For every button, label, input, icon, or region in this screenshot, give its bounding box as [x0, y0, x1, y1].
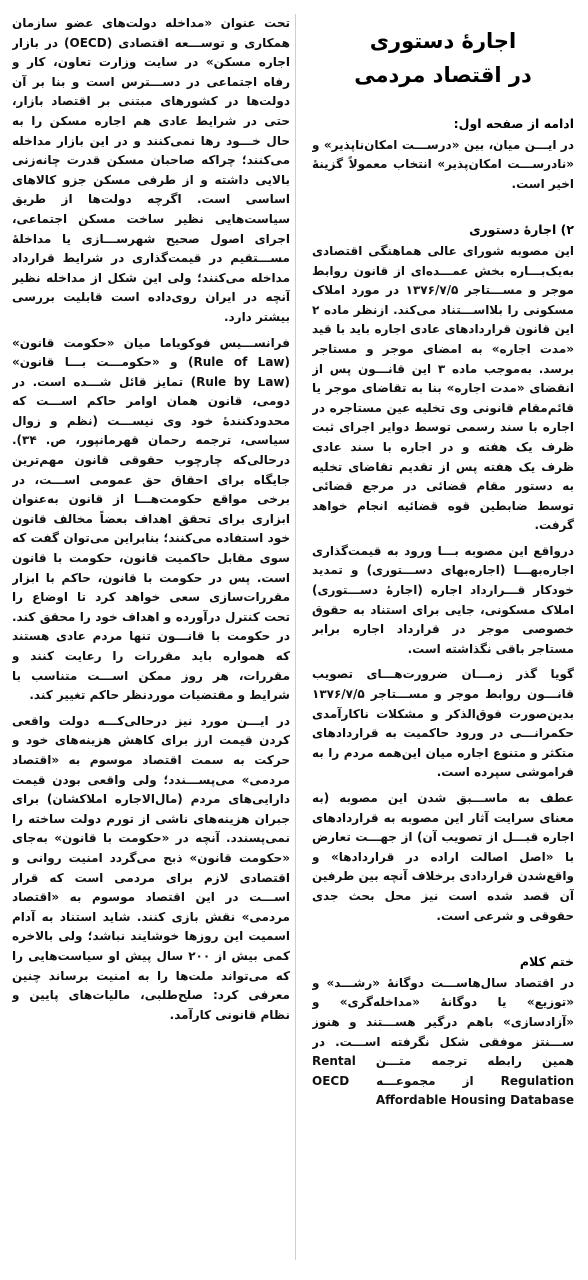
spacer — [312, 932, 574, 946]
continued-paragraph: در ایـــن میان، بین «درســـت امکان‌ناپذیر» و «نادرســـت امکان‌پذیر» انتخاب معمولاً گزینهٔ اخیر است. — [312, 137, 574, 191]
section2-heading: ۲) اجارهٔ دستوری — [469, 222, 574, 238]
section2-paragraph-2: درواقع این مصوبه بـــا ورود به قیمت‌گذاری اجاره‌بهـــا (اجاره‌بهای دســـتوری) و تمدید خودکار قـــرارداد اجاره (اجارهٔ دســـتوری) املاک مسکونی، جایی برای استناد به حقوق خصوصی موجر در قرارداد اجاره برابر مستاجر باقی نگذاشته است. — [312, 543, 574, 656]
section2-paragraph-4: عطف به ماســـبق شدن این مصوبه (به معنای سرایت آثار این مصوبه به قراردادهای اجاره قبـــل از تصویب آن) از جهـــت تعارض با «اصل اصالت اراده در قراردادها» و واقع‌شدن قراردادی برخلاف آنچه بین طرفین آن قصد شده است نیز محل بحث جدی حقوقی و شرعی است. — [312, 791, 574, 923]
section2-paragraph-3: گویا گذر زمـــان ضرورت‌هـــای تصویب قانـــون روابط موجر و مســـتاجر ۱۳۷۶/۷/۵ بدین‌صورت فوق‌الذکر و مشکلات ناکارآمدی حکمرانـــی در ورود حاکمیت به قراردادهای متکثر و متنوع اجاره میان این‌همه مردم را به فراموشی سپرده است. — [312, 667, 574, 780]
left-paragraph-3: در ایـــن مورد نیز درحالی‌کـــه دولت واقعی کردن قیمت ارز برای کاهش هزینه‌های خود و حرکت به سمت اقتصاد موسوم به «اقتصاد مردمی» می‌پســـندد؛ ولی واقعی بودن قیمت دارایی‌های مردم (مال‌الاجاره املاکشان) برای جبران هزینه‌های ناشی از تورم دولت ساخته را نمی‌پسندد. آنچه در «حکومت با قانون» به‌جای «حکومت قانون» ذبح می‌گردد امنیت روانی و اقتصادی لازم برای مردمی است که قرار اســـت در این اقتصاد موسوم به «اقتصاد مردمی» نقش بازی کنند. شاید استناد به آدام اسمیت این روزها خوشایند نباشد؛ ولی بالاخره کمی بیش از ۲۰۰ سال پیش او سیاست‌هایی را که می‌تواند ملت‌ها را به امنیت برساند چنین معرفی کرد: صلح‌طلبی، مالیات‌های پایین و نظام قانونی کارآمد. — [12, 713, 290, 1022]
title-line-1: اجارهٔ دستوری — [369, 29, 517, 53]
conclusion-heading: ختم کلام — [519, 954, 574, 970]
column-divider — [295, 14, 296, 1260]
left-paragraph-2: فرانســـیس فوکویاما میان «حکومت قانون» (Rule of Law) و «حکومـــت بـــا قانون» (Rule by Law) تمایز قائل شـــده است. در دومی، قانون همان اوامر حاکم اســـت که محدودکنندهٔ خود وی نیســـت (نظم و زوال سیاسی، ترجمه رحمان قهرمانپور، ص. ۳۴). درحالی‌که چارچوب حقوقی قانون مهم‌ترین جایگاه برای احقاق حق عمومی اســـت، در برخی مواقع حکومت‌هـــا از قانون به‌عنوان ابزاری برای تحقق اهداف بعضاً مخالف قانون خود استفاده می‌کنند؛ بنابراین می‌توان گفت که سوی مقابل حاکمیت قانون، حکومت با قانون است. پس در حکومت با قانون، حاکم با ابزار مقررات‌سازی سعی خواهد کرد تا اوضاع را تحت کنترل درآورده و اهداف خود را محقق کند. در حکومت با قانـــون تنها مردم عادی هستند که همواره باید مقررات را رعایت کنند و مقررات، هر روز ممکن اســـت متناسب با شرایط و مقتضیات موردنظر حاکم تغییر کند. — [12, 335, 290, 703]
right-column — [312, 14, 574, 1260]
continued-label: ادامه از صفحه اول: — [453, 116, 574, 131]
section2-paragraph-1: این مصوبه شورای عالی هماهنگی اقتصادی به‌یک‌بـــاره بخش عمـــده‌ای از قانون روابط موجر و مســـتاجر ۱۳۷۶/۷/۵ در مورد املاک مسکونی را بلااســـتناد می‌کند. ازنظر ماده ۲ این قانون قراردادهای عادی اجاره باید با قید «مدت اجاره» به امضای موجر و مستاجر برسد. به‌موجب ماده ۳ این قانـــون پس از انقضای «مدت اجاره» بنا به تقاضای موجر یا قائم‌مقام قانونی وی تخلیه عین مستاجره در اجاره با سند رسمی توسط دوایر اجرای ثبت ظرف یک هفته و در اجاره با سند عادی ظرف یک هفته پس از تقدیم تقاضای تخلیه به دستور مقام قضائی در مرجع قضائی توسط ضابطین قوه قضائیه انجام خواهد گرفت. — [312, 243, 574, 533]
conclusion-paragraph: در اقتصاد سال‌هاســـت دوگانهٔ «رشـــد» و «توزیع» یا دوگانهٔ «مداخله‌گری» و «آزادسازی» باهم درگیر هســـتند و هنوز ســـنتز موفقی شکل نگرفته اســـت. در همین رابطه ترجمه متـــن Rental Regulation از مجموعـــه OECD Affordable Housing Database — [312, 975, 574, 1108]
left-column — [12, 14, 290, 1260]
title-line-2: در اقتصاد مردمی — [354, 63, 532, 87]
left-paragraph-1: تحت عنوان «مداخله دولت‌های عضو سازمان همکاری و توســـعه اقتصادی (OECD) در بازار اجاره مسکن» در سایت وزارت تعاون، کار و رفاه اجتماعی در دســـترس است و بنا بر آن دولت‌ها در کشورهای مبتنی بر اقتصاد بازار، حتی در شرایط عادی هم اجاره مسکن را به حال خـــود رها نمی‌کنند و در این بازار مداخله می‌کنند؛ چراکه صاحبان مسکن قدرت چانه‌زنی بالایی داشته و از طرفی مسکن جزو کالاهای اساسی است. اگرچه دولت‌ها از طریق سیاست‌هایی نظیر ساخت مسکن اجتماعی، اجرای اصول صحیح شهرســـازی یا مداخلهٔ مســـتقیم در قیمت‌گذاری در شرایط قرارداد مداخله می‌کنند؛ ولی این شکل از مداخله نظیر آنچه در ایران روی‌داده است قابلیت بررسی بیشتر دارد. — [12, 16, 290, 324]
article-title — [312, 24, 574, 92]
spacer — [312, 200, 574, 214]
